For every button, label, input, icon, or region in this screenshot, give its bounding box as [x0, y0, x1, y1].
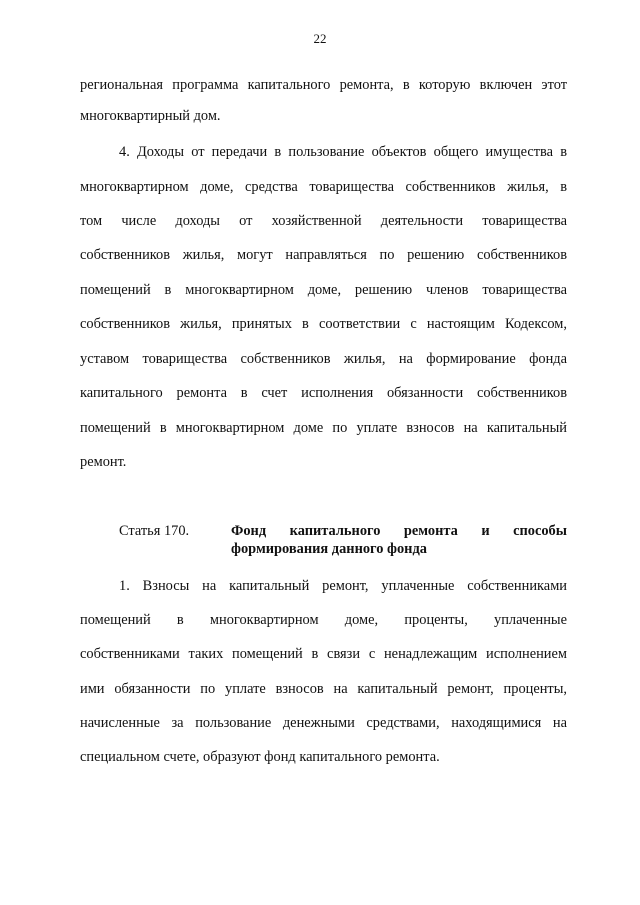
paragraph-3-line-5: начисленные за пользование денежными средствами, находящимися на [80, 715, 567, 731]
paragraph-2-line-3: том числе доходы от хозяйственной деятельности товарищества [80, 213, 567, 229]
paragraph-3-line-6: специальном счете, образуют фонд капитального ремонта. [80, 749, 440, 765]
article-title-line-2: формирования данного фонда [231, 541, 427, 557]
paragraph-2-line-1: 4. Доходы от передачи в пользование объектов общего имущества в [119, 144, 567, 160]
paragraph-3-line-2: помещений в многоквартирном доме, проценты, уплаченные [80, 612, 567, 628]
paragraph-1-line-1: региональная программа капитального ремонта, в которую включен этот [80, 77, 567, 93]
paragraph-2-line-9: помещений в многоквартирном доме по уплате взносов на капитальный [80, 420, 567, 436]
paragraph-2-line-10: ремонт. [80, 454, 127, 470]
paragraph-2-line-5: помещений в многоквартирном доме, решению членов товарищества [80, 282, 567, 298]
page-number: 22 [313, 31, 327, 46]
article-label: Статья 170. [119, 523, 190, 539]
paragraph-2-line-6: собственников жилья, принятых в соответствии с настоящим Кодексом, [80, 316, 567, 332]
paragraph-1-line-2: многоквартирный дом. [80, 108, 221, 124]
paragraph-3-line-1: 1. Взносы на капитальный ремонт, уплаченные собственниками [119, 578, 567, 594]
paragraph-3-line-3: собственниками таких помещений в связи с ненадлежащим исполнением [80, 646, 567, 662]
paragraph-2-line-8: капитального ремонта в счет исполнения обязанности собственников [80, 385, 567, 401]
paragraph-2-line-2: многоквартирном доме, средства товарищества собственников жилья, в [80, 179, 567, 195]
article-title-line-1: Фонд капитального ремонта и способы [231, 523, 567, 539]
paragraph-2-line-7: уставом товарищества собственников жилья, на формирование фонда [80, 351, 567, 367]
paragraph-3-line-4: ими обязанности по уплате взносов на капитальный ремонт, проценты, [80, 681, 567, 697]
paragraph-2-line-4: собственников жилья, могут направляться по решению собственников [80, 247, 567, 263]
